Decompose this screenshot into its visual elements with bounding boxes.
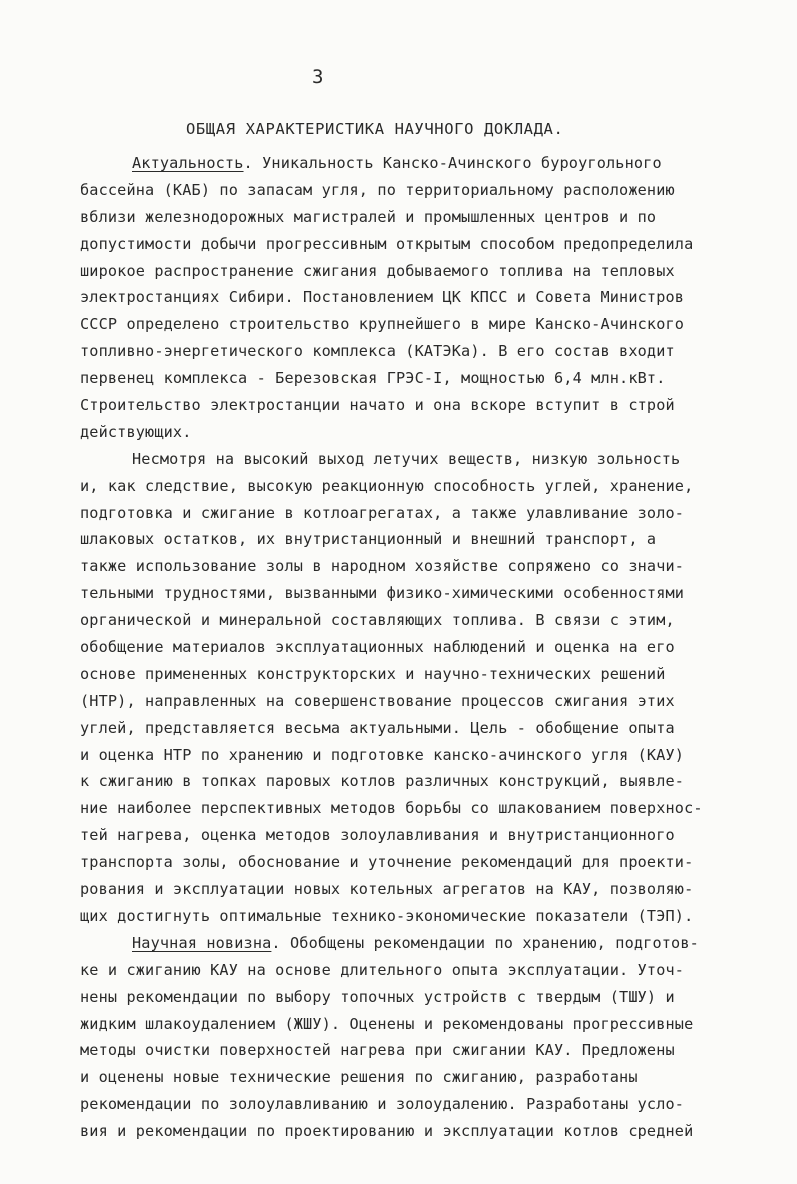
paragraph-1-line-2: бассейна (КАБ) по запасам угля, по территориальному расположению bbox=[80, 180, 675, 199]
paragraph-3-line-5: методы очистки поверхностей нагрева при сжигании КАУ. Предложены bbox=[80, 1041, 675, 1060]
paragraph-1-line-4: допустимости добычи прогрессивным открытым способом предопределила bbox=[80, 234, 694, 253]
paragraph-3-line-6: и оценены новые технические решения по сжиганию, разработаны bbox=[80, 1068, 638, 1087]
paragraph-1-line-11: действующих. bbox=[80, 422, 192, 441]
paragraph-3-line-1 bbox=[80, 930, 790, 957]
document-title: ОБЩАЯ ХАРАКТЕРИСТИКА НАУЧНОГО ДОКЛАДА. bbox=[186, 120, 564, 138]
paragraph-1-line-6: электростанциях Сибири. Постановлением ЦК КПСС и Совета Министров bbox=[80, 288, 685, 307]
paragraph-2-line-6: тельными трудностями, вызванными физико-химическими особенностями bbox=[80, 584, 685, 603]
paragraph-1-line-10: Строительство электростанции начато и она вскоре вступит в строй bbox=[80, 396, 675, 415]
paragraph-3-line-7: рекомендации по золоулавливанию и золоудалению. Разработаны усло- bbox=[80, 1095, 685, 1114]
paragraph-1-line-3: вблизи железнодорожных магистралей и промышленных центров и по bbox=[80, 207, 657, 226]
paragraph-1-line-1 bbox=[80, 150, 790, 177]
paragraph-3-line-4: жидким шлакоудалением (ЖШУ). Оценены и рекомендованы прогрессивные bbox=[80, 1014, 694, 1033]
paragraph-1-text: . Уникальность Канско-Ачинского буроугольного bbox=[243, 154, 662, 172]
heading-scientific-novelty: Научная новизна bbox=[132, 933, 272, 952]
paragraph-2-line-14: ние наиболее перспективных методов борьбы со шлакованием поверхнос- bbox=[80, 799, 703, 818]
paragraph-2-line-10: (НТР), направленных на совершенствование процессов сжигания этих bbox=[80, 691, 675, 710]
paragraph-2-line-13: к сжиганию в топках паровых котлов различных конструкций, выявле- bbox=[80, 772, 685, 791]
paragraph-2-line-1: Несмотря на высокий выход летучих веществ, низкую зольность bbox=[132, 449, 681, 468]
paragraph-3-line-3: нены рекомендации по выбору топочных устройств с твердым (ТШУ) и bbox=[80, 987, 675, 1006]
paragraph-2-line-7: органической и минеральной составляющих топлива. В связи с этим, bbox=[80, 611, 675, 630]
paragraph-2-line-3: подготовка и сжигание в котлоагрегатах, а также улавливание золо- bbox=[80, 503, 685, 522]
paragraph-2-line-2: и, как следствие, высокую реакционную способность углей, хранение, bbox=[80, 476, 694, 495]
paragraph-2-line-9: основе примененных конструкторских и научно-технических решений bbox=[80, 664, 666, 683]
paragraph-3-text: . Обобщены рекомендации по хранению, подготов- bbox=[271, 933, 699, 952]
paragraph-1-line-9: первенец комплекса - Березовская ГРЭС-I, мощностью 6,4 млн.кВт. bbox=[80, 369, 666, 388]
paragraph-2-line-8: обобщение материалов эксплуатационных наблюдений и оценка на его bbox=[80, 638, 675, 657]
paragraph-2-line-18: щих достигнуть оптимальные технико-экономические показатели (ТЭП). bbox=[80, 906, 694, 925]
paragraph-2-line-5: также использование золы в народном хозяйстве сопряжено со значи- bbox=[80, 557, 685, 576]
paragraph-3-line-2: ке и сжиганию КАУ на основе длительного опыта эксплуатации. Уточ- bbox=[80, 960, 685, 979]
paragraph-1-line-8: топливно-энергетического комплекса (КАТЭКа). В его состав входит bbox=[80, 342, 675, 361]
paragraph-2-line-17: рования и эксплуатации новых котельных агрегатов на КАУ, позволяю- bbox=[80, 880, 694, 899]
paragraph-1-line-5: широкое распространение сжигания добываемого топлива на тепловых bbox=[80, 261, 675, 280]
paragraph-2-line-12: и оценка НТР по хранению и подготовке канско-ачинского угля (КАУ) bbox=[80, 745, 685, 764]
heading-relevance: Актуальность bbox=[132, 154, 244, 172]
paragraph-3-line-8: вия и рекомендации по проектированию и эксплуатации котлов средней bbox=[80, 1122, 694, 1141]
paragraph-2-line-4: шлаковых остатков, их внутристанционный и внешний транспорт, а bbox=[80, 530, 657, 549]
paragraph-2-line-11: углей, представляется весьма актуальными. Цель - обобщение опыта bbox=[80, 718, 675, 737]
paragraph-1-line-7: СССР определено строительство крупнейшего в мире Канско-Ачинского bbox=[80, 315, 685, 334]
page-number: 3 bbox=[312, 66, 325, 88]
paragraph-2-line-16: транспорта золы, обоснование и уточнение рекомендаций для проекти- bbox=[80, 853, 694, 872]
document-body bbox=[80, 150, 790, 1145]
paragraph-2-line-15: тей нагрева, оценка методов золоулавливания и внутристанционного bbox=[80, 826, 675, 845]
